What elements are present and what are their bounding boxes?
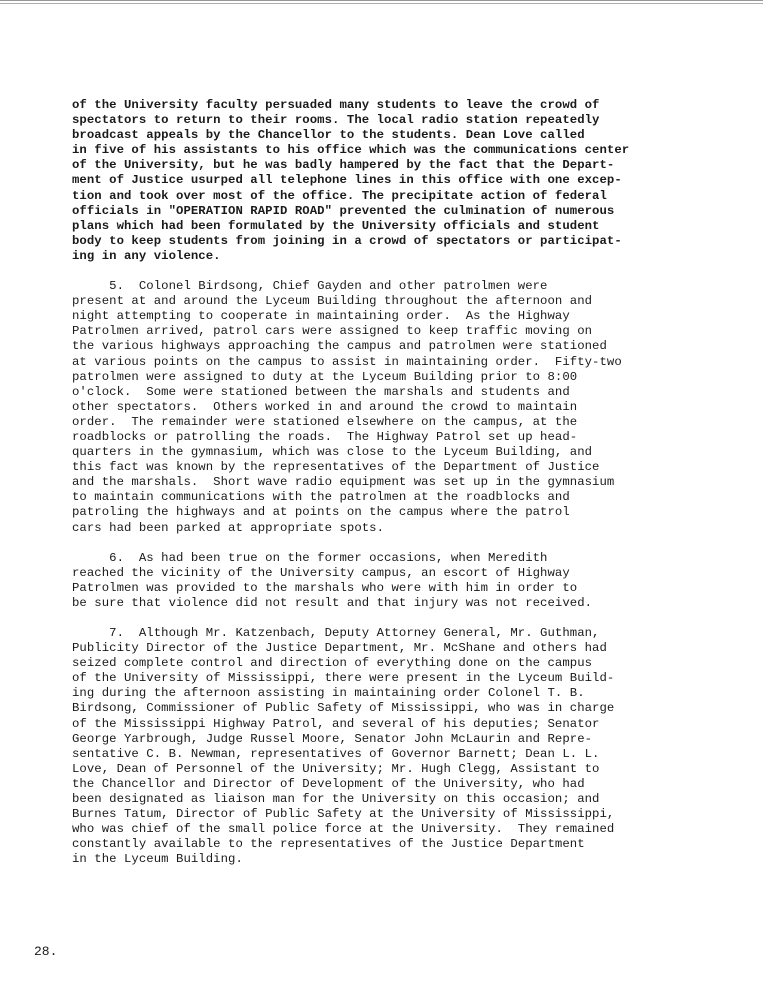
- paragraph-6: 6. As had been true on the former occasions, when Meredith reached the vicinity of the University campus, an escort of Highway Patrolmen was provided to the marshals who were with him in order to be sure that violence did not result and that injury was not received.: [72, 550, 593, 610]
- paragraph-intro: of the University faculty persuaded many students to leave the crowd of spectators to return to their rooms. The local radio station repeatedly broadcast appeals by the Chancellor to the students. Dean Love called in five of his assistants to his office which was the communications center of the University, but he was badly hampered by the fact that the Depart- ment of Justice usurped all telephone lines in this office with one excep- tion and took over most of the office. The precipitate action of federal officials in "OPERATION RAPID ROAD" prevented the culmination of numerous plans which had been formulated by the University officials and student body to keep students from joining in a crowd of spectators or participat- ing in any violence.: [72, 98, 630, 263]
- page-number: 28.: [34, 944, 58, 959]
- paragraph-spacer: [72, 264, 642, 279]
- paragraph-7: 7. Although Mr. Katzenbach, Deputy Attorney General, Mr. Guthman, Publicity Director of the Justice Department, Mr. McShane and others had seized complete control and direction of everything done on the campus of the University of Mississippi, there were present in the Lyceum Build- ing during the afternoon assisting in maintaining order Colonel T. B. Birdsong, Commissioner of Public Safety of Mississippi, who was in charge of the Mississippi Highway Patrol, and several of his deputies; Senator George Yarbrough, Judge Russel Moore, Senator John McLaurin and Repre- sentative C. B. Newman, representatives of Governor Barnett; Dean L. L. Love, Dean of Personnel of the University; Mr. Hugh Clegg, Assistant to the Chancellor and Director of Development of the University, who had been designated as liaison man for the University on this occasion; and Burnes Tatum, Director of Public Safety at the University of Mississippi, who was chief of the small police force at the University. They remained constantly available to the representatives of the Justice Department in the Lyceum Building.: [72, 626, 615, 867]
- paragraph-spacer: [72, 611, 642, 626]
- paragraph-5: 5. Colonel Birdsong, Chief Gayden and other patrolmen were present at and around the Lyceum Building throughout the afternoon and night attempting to cooperate in maintaining order. As the Highway Patrolmen arrived, patrol cars were assigned to keep traffic moving on the various highways approaching the campus and patrolmen were stationed at various points on the campus to assist in maintaining order. Fifty-two patrolmen were assigned to duty at the Lyceum Building prior to 8:00 o'clock. Some were stationed between the marshals and students and other spectators. Others worked in and around the crowd to maintain order. The remainder were stationed elsewhere on the campus, at the roadblocks or patrolling the roads. The Highway Patrol set up head- quarters in the gymnasium, which was close to the Lyceum Building, and this fact was known by the representatives of the Department of Justice and the marshals. Short wave radio equipment was set up in the gymnasium to maintain communications with the patrolmen at the roadblocks and patroling the highways and at points on the campus where the patrol cars had been parked at appropriate spots.: [72, 279, 622, 535]
- scan-top-edge: [0, 0, 763, 8]
- paragraph-spacer: [72, 536, 642, 551]
- document-body: [72, 98, 642, 868]
